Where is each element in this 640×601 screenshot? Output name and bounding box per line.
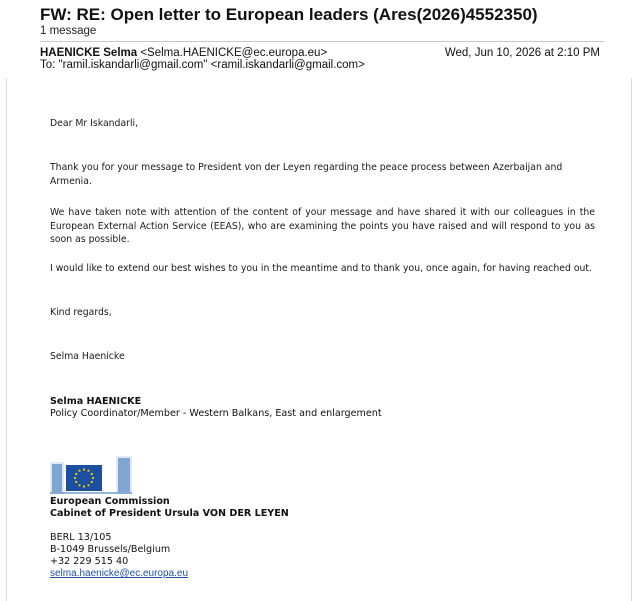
phone-number: +32 229 515 40 [50, 556, 129, 567]
email-subject: FW: RE: Open letter to European leaders (Ares(2026)4552350) [40, 5, 538, 24]
paragraph-1: Thank you for your message to President von der Leyen regarding the peace process between Azerbaijan and Armenia. [50, 162, 563, 187]
signature-org: European Commission [50, 496, 170, 507]
signature-email-link[interactable]: selma.haenicke@ec.europa.eu [50, 568, 189, 579]
greeting: Dear Mr Iskandarli, [50, 118, 139, 129]
paragraph-2: We have taken note with attention of the content of your message and have shared it with our colleagues in the European External Action Service (EEAS), who are examining the points you have raised and will respond to you as soon as possible. [50, 207, 595, 245]
signature-cabinet: Cabinet of President Ursula VON DER LEYEN [50, 508, 289, 519]
message-body-frame [6, 78, 632, 601]
recipient-line: To: "ramil.iskandarli@gmail.com" <ramil.iskandarli@gmail.com> [40, 59, 365, 71]
header-divider [40, 41, 604, 42]
sender-email[interactable]: <Selma.HAENICKE@ec.europa.eu> [140, 47, 328, 59]
closing: Kind regards, [50, 307, 112, 318]
eu-flag-icon [66, 465, 102, 491]
sender-name: HAENICKE Selma [40, 47, 138, 59]
sender-line [40, 47, 327, 59]
signature-name: Selma HAENICKE [50, 396, 142, 407]
signature-role: Policy Coordinator/Member - Western Balkans, East and enlargement [50, 408, 382, 419]
european-commission-logo [50, 452, 132, 494]
message-count: 1 message [40, 25, 97, 37]
signoff: Selma Haenicke [50, 351, 125, 362]
paragraph-3: I would like to extend our best wishes to you in the meantime and to thank you, once again, for having reached out. [50, 263, 593, 274]
address-line-2: B-1049 Brussels/Belgium [50, 544, 171, 555]
sent-date: Wed, Jun 10, 2026 at 2:10 PM [444, 47, 600, 59]
address-line-1: BERL 13/105 [50, 532, 112, 543]
